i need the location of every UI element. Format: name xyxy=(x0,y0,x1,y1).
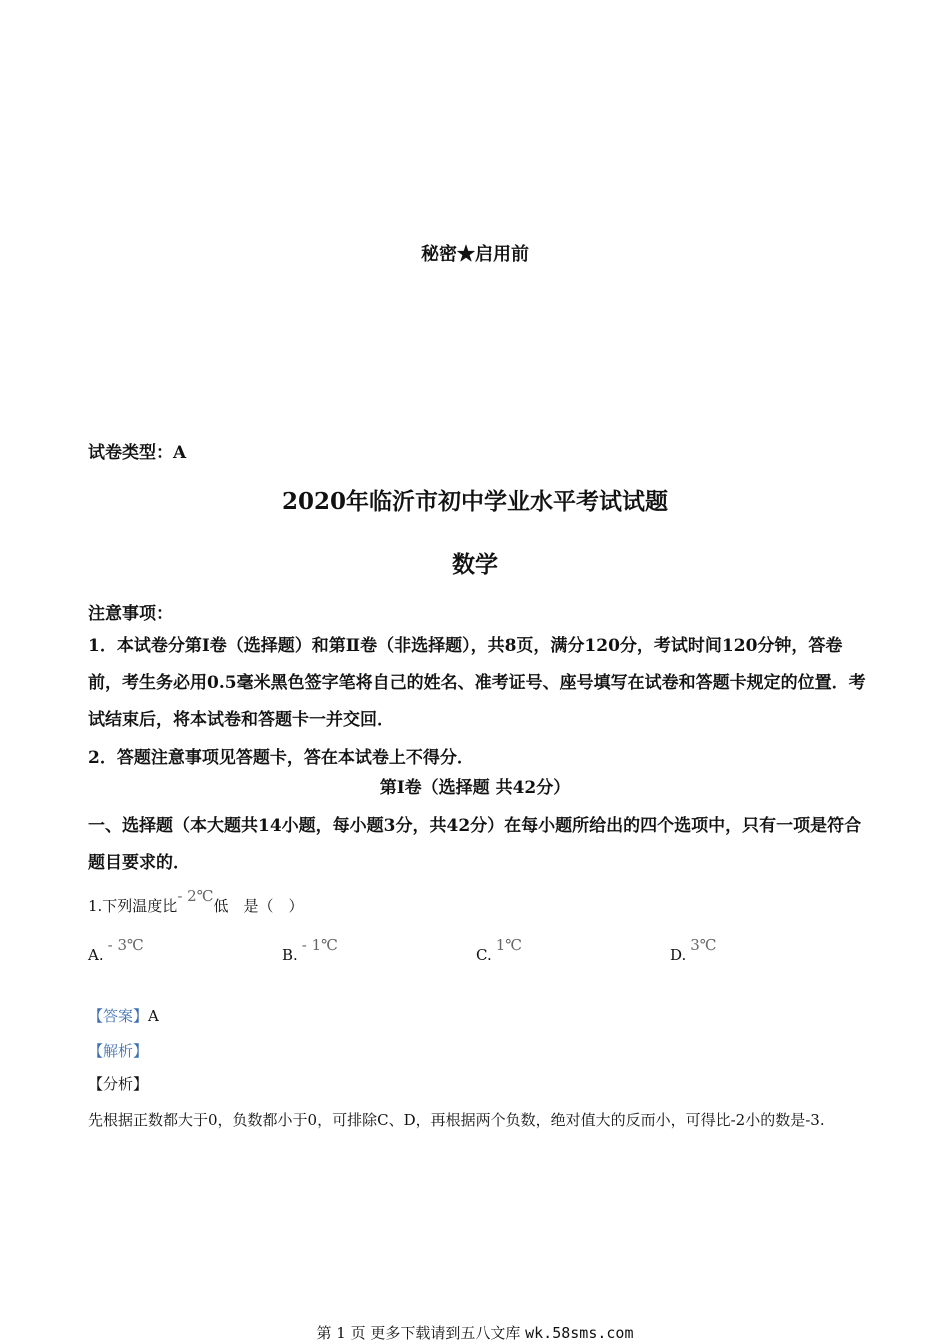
option-c-value: 1℃ xyxy=(495,936,523,954)
page-title: 2020年临沂市初中学业水平考试试题 xyxy=(281,488,668,515)
page-footer xyxy=(0,1322,950,1343)
section-title: 第Ⅰ卷（选择题 共42分） xyxy=(379,778,571,798)
section-intro: 一、选择题（本大题共14小题，每小题3分，共42分）在每小题所给出的四个选项中，只有一项是符合题目要求的． xyxy=(88,816,862,873)
option-d-label: D. xyxy=(670,946,687,964)
option-b-label: B. xyxy=(282,946,298,964)
option-a-value: - 3℃ xyxy=(107,936,144,954)
footer-site-link[interactable]: wk.58sms.com xyxy=(525,1324,634,1342)
option-d xyxy=(670,936,717,964)
notice-item-2: 2．答题注意事项见答题卡，答在本试卷上不得分． xyxy=(88,748,474,768)
footer-page-text: 第 1 页 更多下载请到五八文库 xyxy=(316,1324,521,1342)
option-a-label: A. xyxy=(88,946,104,964)
notice-heading: 注意事项： xyxy=(88,604,173,624)
option-c-label: C. xyxy=(476,946,492,964)
jiexi-tag: 【解析】 xyxy=(88,1042,149,1060)
option-a xyxy=(88,936,144,964)
fenxi-tag: 【分析】 xyxy=(88,1075,149,1093)
option-b xyxy=(282,936,338,964)
question-1-prefix: 1.下列温度比 xyxy=(88,897,178,915)
option-b-value: - 1℃ xyxy=(301,936,338,954)
option-d-value: 3℃ xyxy=(690,936,717,954)
option-c xyxy=(476,936,523,964)
question-1-suffix: 低 是（ ） xyxy=(213,897,304,915)
question-1-formula: - 2℃ xyxy=(177,887,214,905)
secret-label: 秘密★启用前 xyxy=(421,244,529,265)
paper-type: 试卷类型：A xyxy=(88,443,187,463)
notice-item-1: 1．本试卷分第Ⅰ卷（选择题）和第Ⅱ卷（非选择题），共8页，满分120分，考试时间120分钟，答卷前，考生务必用0.5毫米黑色签字笔将自己的姓名、准考证号、座号填写在试卷和答题卡规定的位置．考试结束后，将本试卷和答题卡一并交回． xyxy=(88,636,866,730)
analysis-text: 先根据正数都大于0，负数都小于0，可排除C、D，再根据两个负数，绝对值大的反而小，可得比-2小的数是-3. xyxy=(88,1111,825,1129)
answer-tag: 【答案】 xyxy=(88,1007,149,1025)
subject-title: 数学 xyxy=(452,551,498,578)
question-1 xyxy=(88,887,304,916)
answer-value: A xyxy=(148,1007,159,1025)
answer-line xyxy=(88,1005,159,1026)
